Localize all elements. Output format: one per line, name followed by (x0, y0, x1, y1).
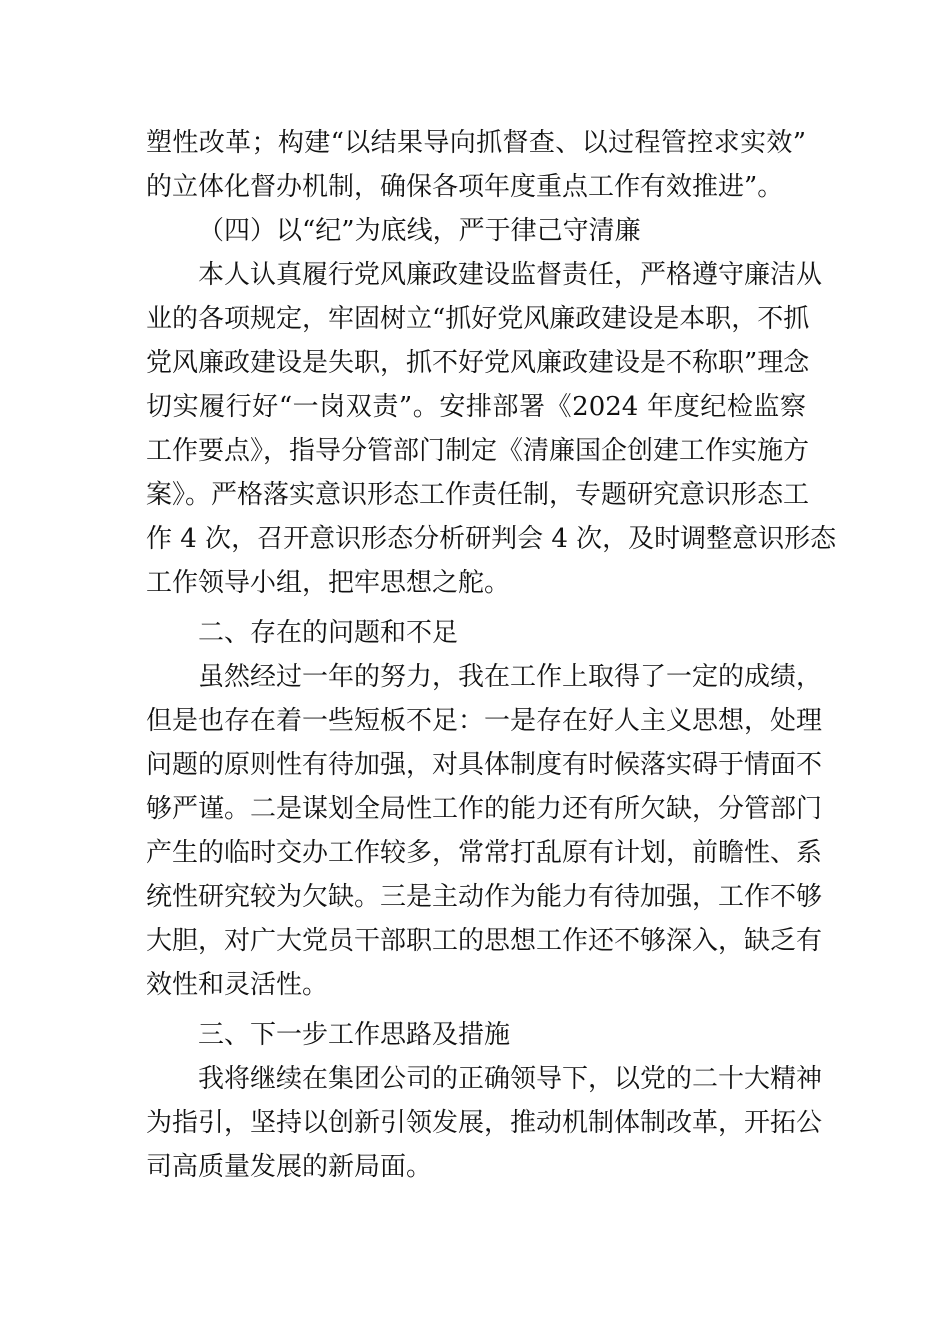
text-line: 塑性改革；构建“以结果导向抓督查、以过程管控求实效” (146, 128, 806, 158)
section-heading: 三、下一步工作思路及措施 (198, 1020, 511, 1050)
section-subheading: （四）以“纪”为底线，严于律己守清廉 (198, 216, 641, 246)
text-line: 的立体化督办机制，确保各项年度重点工作有效推进”。 (146, 172, 784, 202)
text-line: 但是也存在着一些短板不足：一是存在好人主义思想，处理 (146, 706, 823, 736)
text-line: 够严谨。二是谋划全局性工作的能力还有所欠缺，分管部门 (146, 794, 823, 824)
text-line: 为指引，坚持以创新引领发展，推动机制体制改革，开拓公 (146, 1108, 823, 1138)
text-line: 效性和灵活性。 (146, 970, 329, 1000)
text-line: 工作要点》，指导分管部门制定《清廉国企创建工作实施方 (146, 436, 810, 466)
text-line: 司高质量发展的新局面。 (146, 1152, 433, 1182)
text-line: 问题的原则性有待加强，对具体制度有时候落实碍于情面不 (146, 750, 823, 780)
text-line: 案》。严格落实意识形态工作责任制，专题研究意识形态工 (146, 480, 810, 510)
text-line: 产生的临时交办工作较多，常常打乱原有计划，前瞻性、系 (146, 838, 823, 868)
text-line: 本人认真履行党风廉政建设监督责任，严格遵守廉洁从 (198, 260, 823, 290)
text-line: 大胆，对广大党员干部职工的思想工作还不够深入，缺乏有 (146, 926, 823, 956)
text-line: 统性研究较为欠缺。三是主动作为能力有待加强，工作不够 (146, 882, 823, 912)
section-heading: 二、存在的问题和不足 (198, 618, 459, 648)
text-line: 作 4 次，召开意识形态分析研判会 4 次，及时调整意识形态 (146, 524, 837, 554)
text-line: 业的各项规定，牢固树立“抓好党风廉政建设是本职，不抓 (146, 304, 810, 334)
text-line: 党风廉政建设是失职，抓不好党风廉政建设是不称职”理念 (146, 348, 810, 378)
text-line: 虽然经过一年的努力，我在工作上取得了一定的成绩， (198, 662, 823, 692)
text-line: 我将继续在集团公司的正确领导下，以党的二十大精神 (198, 1064, 823, 1094)
text-line: 工作领导小组，把牢思想之舵。 (146, 568, 511, 598)
text-line: 切实履行好“一岗双责”。安排部署《2024 年度纪检监察 (146, 392, 806, 422)
